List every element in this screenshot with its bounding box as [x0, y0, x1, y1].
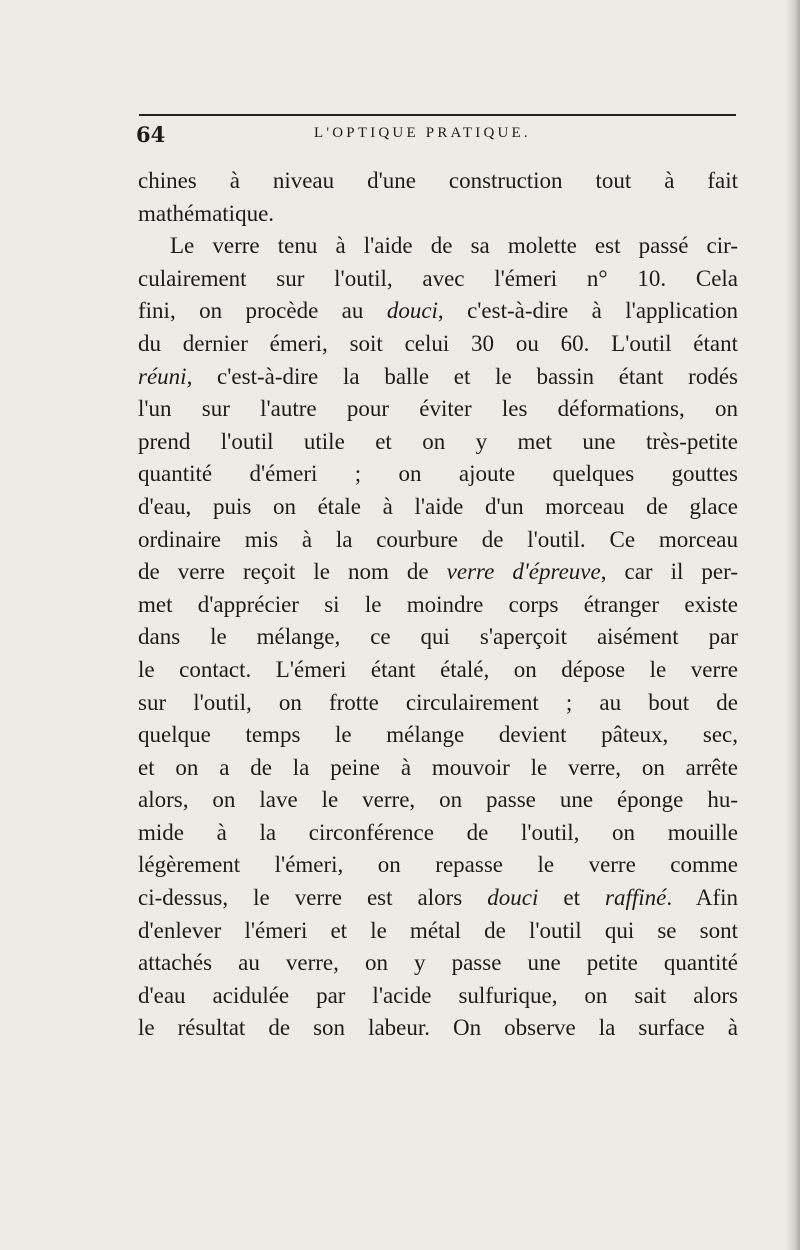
- page-number: 64: [136, 122, 166, 147]
- text-segment: mide à la circonférence de l'outil, on mouille: [138, 819, 738, 845]
- text-segment: d'eau, puis on étale à l'aide d'un morceau de glace: [138, 493, 738, 519]
- italic-term: douci: [386, 298, 438, 324]
- text-line: [138, 752, 738, 785]
- text-segment: quelque temps le mélange devient pâteux, sec,: [138, 722, 738, 748]
- text-segment: , car il per-: [600, 559, 738, 585]
- text-segment: , c'est-à-dire à l'application: [437, 298, 738, 324]
- text-segment: d'eau acidulée par l'acide sulfurique, on sait alors: [138, 982, 738, 1008]
- text-segment: . Afin: [666, 885, 738, 911]
- text-segment: le contact. L'émeri étant étalé, on dépose le verre: [138, 656, 738, 682]
- italic-term: réuni: [138, 363, 187, 389]
- text-line: [138, 491, 738, 524]
- text-segment: culairement sur l'outil, avec l'émeri n° 10. Cela: [138, 265, 738, 291]
- text-segment: met d'apprécier si le moindre corps étranger existe: [138, 591, 738, 617]
- text-line: [138, 393, 738, 426]
- text-line: [138, 263, 738, 296]
- text-line: [138, 817, 738, 850]
- text-segment: d'enlever l'émeri et le métal de l'outil qui se sont: [138, 917, 738, 943]
- text-line: [138, 361, 738, 394]
- text-line: [138, 458, 738, 491]
- text-line: [138, 654, 738, 687]
- text-segment: ordinaire mis à la courbure de l'outil. Ce morceau: [138, 526, 738, 552]
- text-segment: sur l'outil, on frotte circulairement ; au bout de: [138, 689, 738, 715]
- text-segment: et on a de la peine à mouvoir le verre, on arrête: [138, 754, 738, 780]
- italic-term: raffiné: [605, 885, 667, 911]
- page-header: [136, 118, 736, 148]
- text-line: [138, 687, 738, 720]
- text-line: [138, 589, 738, 622]
- text-segment: Le verre tenu à l'aide de sa molette est passé cir-: [170, 233, 738, 259]
- text-segment: dans le mélange, ce qui s'aperçoit aisément par: [138, 624, 738, 650]
- text-line: [138, 915, 738, 948]
- text-segment: quantité d'émeri ; on ajoute quelques gouttes: [138, 461, 738, 487]
- text-line: [138, 980, 738, 1013]
- text-line: [138, 849, 738, 882]
- text-segment: alors, on lave le verre, on passe une éponge hu-: [138, 787, 738, 813]
- text-line: [138, 784, 738, 817]
- italic-term: verre d'épreuve: [446, 559, 601, 585]
- text-line: [138, 719, 738, 752]
- text-segment: légèrement l'émeri, on repasse le verre comme: [138, 852, 738, 878]
- text-segment: le résultat de son labeur. On observe la surface à: [138, 1015, 738, 1041]
- text-line: [138, 198, 738, 231]
- page-edge-shadow: [786, 0, 800, 1250]
- text-line: [138, 165, 738, 198]
- text-segment: chines à niveau d'une construction tout à fait: [138, 168, 738, 193]
- text-segment: prend l'outil utile et on y met une très-petite: [138, 428, 738, 454]
- text-line: [138, 328, 738, 361]
- body-text: [138, 165, 738, 1045]
- text-line: [138, 947, 738, 980]
- text-line: [138, 556, 738, 589]
- text-line: [138, 621, 738, 654]
- text-segment: l'un sur l'autre pour éviter les déformations, on: [138, 396, 738, 422]
- text-segment: de verre reçoit le nom de: [138, 559, 447, 585]
- text-segment: attachés au verre, on y passe une petite quantité: [138, 950, 738, 976]
- text-line: [138, 426, 738, 459]
- text-line: [138, 1012, 738, 1045]
- text-segment: du dernier émeri, soit celui 30 ou 60. L'outil étant: [138, 330, 738, 356]
- running-title: L'OPTIQUE PRATIQUE.: [314, 125, 531, 141]
- text-segment: , c'est-à-dire la balle et le bassin étant rodés: [186, 363, 738, 389]
- text-line: [138, 230, 738, 263]
- text-segment: mathématique.: [138, 200, 275, 226]
- text-line: [138, 295, 738, 328]
- italic-term: douci: [487, 885, 539, 911]
- text-line: [138, 524, 738, 557]
- header-rule: [139, 114, 736, 116]
- text-segment: fini, on procède au: [138, 298, 387, 324]
- text-segment: et: [538, 885, 605, 911]
- text-segment: ci-dessus, le verre est alors: [138, 885, 488, 911]
- text-line: [138, 882, 738, 915]
